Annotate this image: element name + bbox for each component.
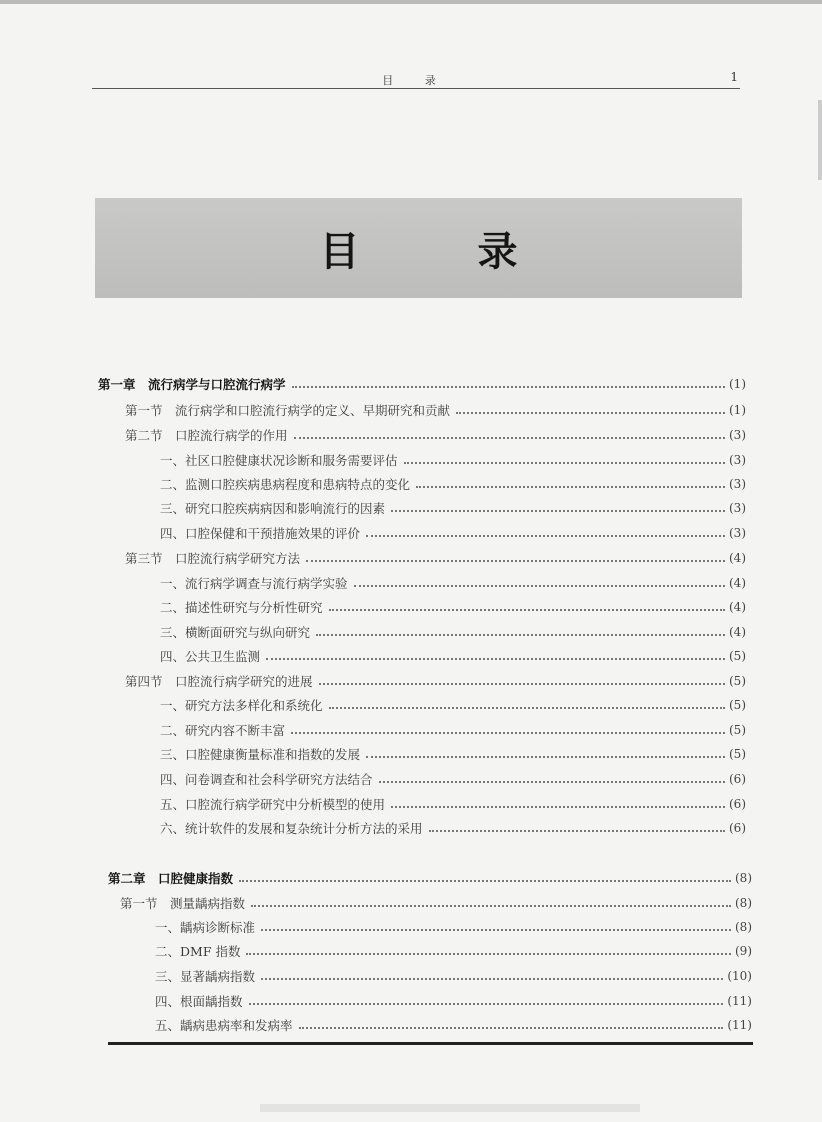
toc-entry-item	[160, 818, 746, 838]
page-number: 1	[730, 70, 738, 84]
dot-leader	[292, 386, 725, 388]
toc-entry-label: 二、监测口腔疾病患病程度和患病特点的变化	[160, 477, 411, 492]
toc-entry-label: 六、统计软件的发展和复杂统计分析方法的采用	[160, 821, 423, 836]
dot-leader	[391, 510, 725, 512]
toc-entry-page: (11)	[727, 1018, 752, 1032]
dot-leader	[429, 830, 725, 832]
toc-entry-page: (4)	[729, 600, 746, 614]
toc-entry-page: (1)	[729, 403, 746, 417]
toc-entry-item	[160, 769, 746, 789]
toc-entry-label: 五、龋病患病率和发病率	[155, 1018, 293, 1033]
dot-leader	[456, 412, 725, 414]
toc-entry-label: 第一节 测量龋病指数	[120, 896, 246, 911]
dot-leader	[299, 1027, 724, 1029]
toc-entry-page: (9)	[735, 944, 752, 958]
toc-entry-label: 四、口腔保健和干预措施效果的评价	[160, 526, 361, 541]
toc-entry-page: (6)	[729, 772, 746, 786]
toc-entry-page: (10)	[727, 969, 752, 983]
toc-entry-page: (1)	[729, 377, 746, 391]
toc-entry-item	[160, 794, 746, 814]
dot-leader	[319, 683, 725, 685]
toc-entry-page: (6)	[729, 797, 746, 811]
dot-leader	[306, 560, 725, 562]
toc-entry-page: (8)	[735, 871, 752, 885]
toc-entry-page: (5)	[729, 674, 746, 688]
toc-entry-item	[160, 498, 746, 518]
toc-entry-page: (4)	[729, 551, 746, 565]
toc-entry-label: 二、研究内容不断丰富	[160, 723, 286, 738]
toc-entry-label: 第一节 流行病学和口腔流行病学的定义、早期研究和贡献	[125, 403, 451, 418]
toc-entry-item	[160, 720, 746, 740]
toc-entry-page: (3)	[729, 501, 746, 515]
dot-leader	[266, 658, 725, 660]
toc-entry-section	[125, 548, 746, 568]
toc-entry-label: 第二节 口腔流行病学的作用	[125, 428, 288, 443]
scan-smudge	[260, 1104, 640, 1112]
toc-entry-page: (5)	[729, 747, 746, 761]
toc-entry-item	[160, 622, 746, 642]
toc-entry-item	[160, 646, 746, 666]
dot-leader	[366, 535, 725, 537]
toc-entry-label: 一、社区口腔健康状况诊断和服务需要评估	[160, 453, 398, 468]
toc-entry-item	[160, 474, 746, 494]
toc-entry-label: 三、研究口腔疾病病因和影响流行的因素	[160, 501, 386, 516]
toc-entry-item	[160, 573, 746, 593]
dot-leader	[261, 929, 731, 931]
dot-leader	[391, 806, 725, 808]
toc-entry-item	[160, 523, 746, 543]
toc-entry-label: 四、问卷调查和社会科学研究方法结合	[160, 772, 373, 787]
toc-entry-label: 第一章 流行病学与口腔流行病学	[98, 377, 286, 392]
toc-entry-label: 五、口腔流行病学研究中分析模型的使用	[160, 797, 386, 812]
dot-leader	[329, 609, 725, 611]
toc-entry-item	[155, 991, 752, 1011]
toc-entry-label: 一、流行病学调查与流行病学实验	[160, 576, 348, 591]
toc-entry-label: 第四节 口腔流行病学研究的进展	[125, 674, 313, 689]
dot-leader	[249, 1003, 724, 1005]
toc-entry-item	[160, 744, 746, 764]
scan-top-edge	[0, 0, 822, 4]
dot-leader	[329, 707, 725, 709]
toc-entry-item	[160, 695, 746, 715]
toc-entry-item	[160, 597, 746, 617]
toc-entry-label: 四、公共卫生监测	[160, 649, 261, 664]
toc-entry-label: 第二章 口腔健康指数	[108, 871, 234, 886]
dot-leader	[291, 732, 725, 734]
toc-entry-item	[160, 450, 746, 470]
toc-entry-section	[125, 425, 746, 445]
banner-title: 目 录	[319, 228, 570, 275]
toc-entry-page: (4)	[729, 576, 746, 590]
toc-entry-page: (3)	[729, 477, 746, 491]
running-header-title: 目 录	[382, 74, 450, 87]
toc-entry-page: (5)	[729, 649, 746, 663]
toc-entry-page: (5)	[729, 723, 746, 737]
contents-banner	[95, 198, 742, 298]
toc-entry-item	[155, 1015, 752, 1035]
toc-entry-chapter	[108, 868, 752, 888]
toc-entry-page: (3)	[729, 428, 746, 442]
dot-leader	[416, 486, 725, 488]
dot-leader	[261, 978, 723, 980]
toc-entry-label: 一、龋病诊断标准	[155, 920, 256, 935]
toc-entry-page: (3)	[729, 526, 746, 540]
toc-entry-label: 三、口腔健康衡量标准和指数的发展	[160, 747, 361, 762]
toc-entry-label: 二、DMF 指数	[155, 944, 241, 959]
toc-entry-label: 三、显著龋病指数	[155, 969, 256, 984]
toc-entry-page: (5)	[729, 698, 746, 712]
toc-entry-page: (8)	[735, 920, 752, 934]
scan-right-edge	[818, 100, 822, 180]
dot-leader	[316, 634, 725, 636]
dot-leader	[354, 585, 725, 587]
bottom-rule	[108, 1042, 753, 1045]
toc-entry-page: (4)	[729, 625, 746, 639]
toc-entry-section	[125, 671, 746, 691]
toc-entry-page: (8)	[735, 896, 752, 910]
toc-entry-label: 二、描述性研究与分析性研究	[160, 600, 323, 615]
toc-entry-label: 四、根面龋指数	[155, 994, 243, 1009]
dot-leader	[246, 953, 731, 955]
toc-entry-label: 一、研究方法多样化和系统化	[160, 698, 323, 713]
toc-entry-page: (11)	[727, 994, 752, 1008]
toc-entry-label: 第三节 口腔流行病学研究方法	[125, 551, 301, 566]
toc-entry-chapter	[98, 374, 746, 394]
toc-entry-page: (6)	[729, 821, 746, 835]
toc-entry-section	[125, 400, 746, 420]
toc-entry-label: 三、横断面研究与纵向研究	[160, 625, 311, 640]
dot-leader	[379, 781, 725, 783]
toc-entry-item	[155, 941, 752, 961]
toc-entry-page: (3)	[729, 453, 746, 467]
dot-leader	[404, 462, 725, 464]
dot-leader	[366, 756, 725, 758]
dot-leader	[251, 905, 731, 907]
toc-entry-item	[155, 966, 752, 986]
dot-leader	[239, 880, 731, 882]
running-header	[92, 70, 740, 89]
toc-entry-item	[155, 917, 752, 937]
dot-leader	[294, 437, 725, 439]
toc-entry-section	[120, 893, 752, 913]
